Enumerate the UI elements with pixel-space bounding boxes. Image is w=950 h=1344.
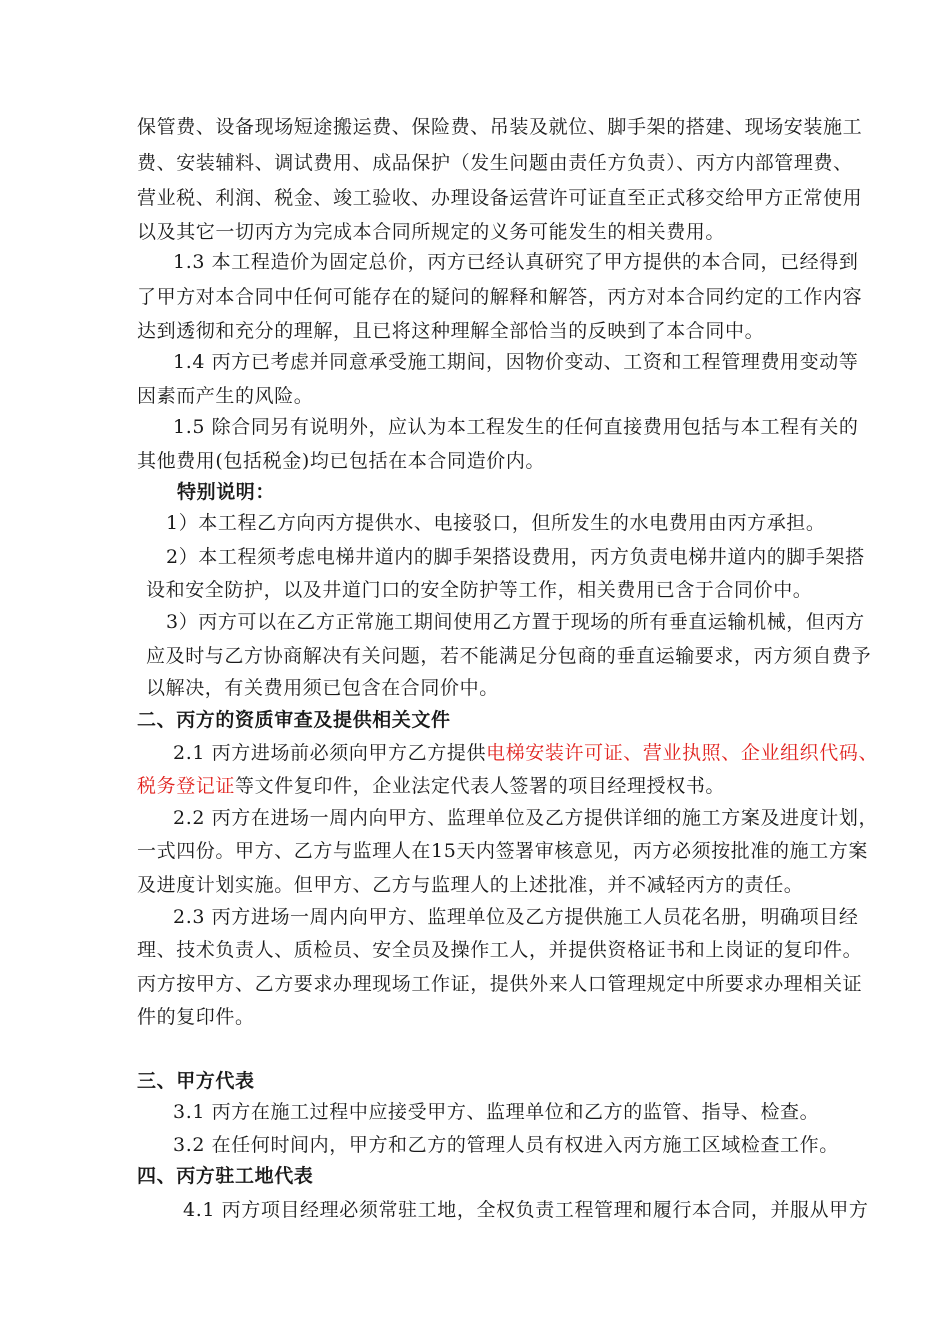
body-text-line: 理、技术负责人、质检员、安全员及操作工人，并提供资格证书和上岗证的复印件。 xyxy=(137,939,863,961)
clause-3-2-line: 3.2 在任何时间内，甲方和乙方的管理人员有权进入丙方施工区域检查工作。 xyxy=(173,1134,839,1156)
body-text-line: 因素而产生的风险。 xyxy=(137,385,314,407)
section-2-heading: 二、丙方的资质审查及提供相关文件 xyxy=(137,709,451,731)
clause-1-5-line: 1.5 除合同另有说明外，应认为本工程发生的任何直接费用包括与本工程有关的 xyxy=(173,416,859,438)
special-note-2: 2）本工程须考虑电梯井道内的脚手架搭设费用，丙方负责电梯井道内的脚手架搭 xyxy=(166,546,865,568)
section-4-heading: 四、丙方驻工地代表 xyxy=(137,1165,314,1187)
body-text-line: 丙方按甲方、乙方要求办理现场工作证，提供外来人口管理规定中所要求办理相关证 xyxy=(137,973,863,995)
clause-3-1-line: 3.1 丙方在施工过程中应接受甲方、监理单位和乙方的监管、指导、检查。 xyxy=(173,1101,820,1123)
clause-2-1-text: 2.1 丙方进场前必须向甲方乙方提供 xyxy=(173,742,487,764)
clause-1-3-line: 1.3 本工程造价为固定总价，丙方已经认真研究了甲方提供的本合同，已经得到 xyxy=(173,251,859,273)
body-text-line: 营业税、利润、税金、竣工验收、办理设备运营许可证直至正式移交给甲方正常使用 xyxy=(137,187,863,209)
clause-4-1-line: 4.1 丙方项目经理必须常驻工地，全权负责工程管理和履行本合同，并服从甲方 xyxy=(183,1199,869,1221)
body-text-line xyxy=(137,775,725,797)
body-text-line: 一式四份。甲方、乙方与监理人在15天内签署审核意见，丙方必须按批准的施工方案 xyxy=(137,840,868,862)
body-text-line: 费、安装辅料、调试费用、成品保护（发生问题由责任方负责）、丙方内部管理费、 xyxy=(137,152,853,174)
required-documents-highlight: 税务登记证 xyxy=(137,775,236,797)
required-documents-highlight: 电梯安装许可证、营业执照、企业组织代码、 xyxy=(486,742,879,764)
body-text-line: 及进度计划实施。但甲方、乙方与监理人的上述批准，并不减轻丙方的责任。 xyxy=(137,874,804,896)
body-text-line: 了甲方对本合同中任何可能存在的疑问的解释和解答，丙方对本合同约定的工作内容 xyxy=(137,286,863,308)
body-text-line: 件的复印件。 xyxy=(137,1006,255,1028)
body-text-line: 保管费、设备现场短途搬运费、保险费、吊装及就位、脚手架的搭建、现场安装施工 xyxy=(137,116,863,138)
body-text-line: 其他费用(包括税金)均已包括在本合同造价内。 xyxy=(137,450,546,472)
clause-2-1-line xyxy=(173,742,878,764)
special-notes-heading: 特别说明： xyxy=(177,481,276,503)
body-text-line: 达到透彻和充分的理解，且已将这种理解全部恰当的反映到了本合同中。 xyxy=(137,320,765,342)
clause-1-4-line: 1.4 丙方已考虑并同意承受施工期间，因物价变动、工资和工程管理费用变动等 xyxy=(173,351,859,373)
section-3-heading: 三、甲方代表 xyxy=(137,1070,255,1092)
body-text-line: 设和安全防护，以及井道门口的安全防护等工作，相关费用已含于合同价中。 xyxy=(146,579,813,601)
body-text-line: 以解决，有关费用须已包含在合同价中。 xyxy=(146,677,499,699)
clause-2-3-line: 2.3 丙方进场一周内向甲方、监理单位及乙方提供施工人员花名册，明确项目经 xyxy=(173,906,859,928)
special-note-1: 1）本工程乙方向丙方提供水、电接驳口，但所发生的水电费用由丙方承担。 xyxy=(166,512,826,534)
special-note-3: 3）丙方可以在乙方正常施工期间使用乙方置于现场的所有垂直运输机械，但丙方 xyxy=(166,611,865,633)
clause-2-1-continuation: 等文件复印件，企业法定代表人签署的项目经理授权书。 xyxy=(235,775,726,797)
clause-2-2-line: 2.2 丙方在进场一周内向甲方、监理单位及乙方提供详细的施工方案及进度计划， xyxy=(173,807,879,829)
body-text-line: 以及其它一切丙方为完成本合同所规定的义务可能发生的相关费用。 xyxy=(137,221,726,243)
body-text-line: 应及时与乙方协商解决有关问题，若不能满足分包商的垂直运输要求，丙方须自费予 xyxy=(146,645,872,667)
